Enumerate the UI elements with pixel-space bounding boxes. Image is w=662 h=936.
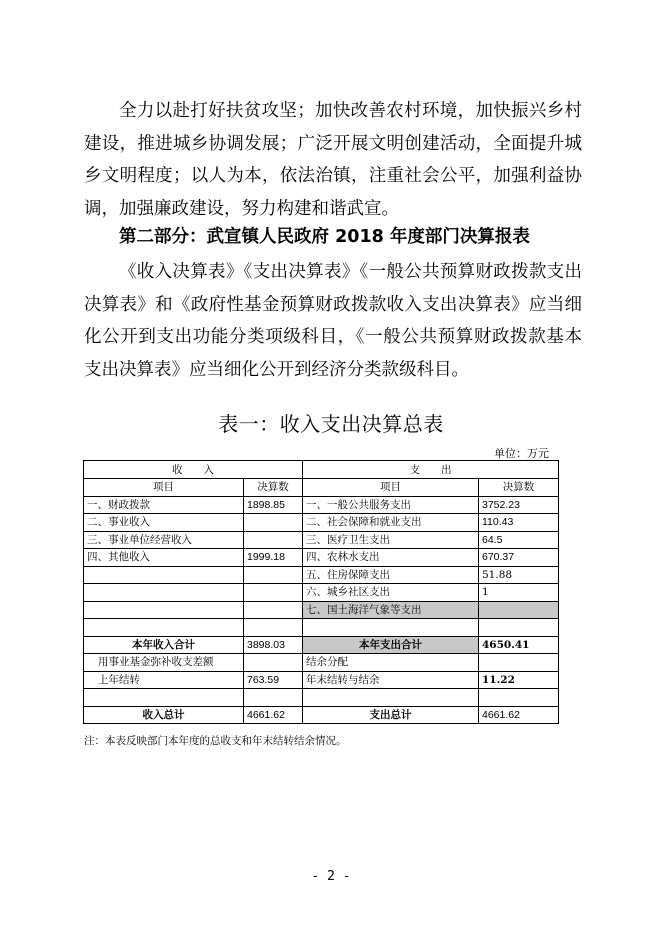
table-row bbox=[84, 531, 559, 549]
income-item-col-header: 项目 bbox=[84, 479, 244, 497]
income-item bbox=[84, 584, 244, 602]
expense-amount bbox=[479, 601, 559, 619]
table-row bbox=[84, 584, 559, 602]
expense-grand-total-label: 支出总计 bbox=[303, 706, 479, 724]
expense-amount: 64.5 bbox=[479, 531, 559, 549]
year-end-balance: 11.22 bbox=[479, 671, 559, 689]
income-amount bbox=[244, 531, 303, 549]
income-item: 一、财政拨款 bbox=[84, 496, 244, 514]
expense-amount-col-header: 决算数 bbox=[479, 479, 559, 497]
year-income-total: 3898.03 bbox=[244, 636, 303, 654]
income-amount bbox=[244, 566, 303, 584]
expense-item: 二、社会保障和就业支出 bbox=[303, 514, 479, 532]
income-grand-total-label: 收入总计 bbox=[84, 706, 244, 724]
intro-paragraph: 全力以赴打好扶贫攻坚；加快改善农村环境，加快振兴乡村建设，推进城乡协调发展；广泛开展文明创建活动，全面提升城乡文明程度；以人为本，依法治镇，注重社会公平，加强利益协调，加强廉政建设，努力构建和谐武宣。 bbox=[84, 101, 582, 219]
year-expense-total-label: 本年支出合计 bbox=[303, 636, 479, 654]
expense-item: 三、医疗卫生支出 bbox=[303, 531, 479, 549]
income-amount bbox=[244, 514, 303, 532]
blank-cell bbox=[244, 654, 303, 672]
expense-grand-total: 4661.62 bbox=[479, 706, 559, 724]
expense-header: 支 出 bbox=[303, 461, 559, 479]
income-grand-total: 4661.62 bbox=[244, 706, 303, 724]
table-row bbox=[84, 549, 559, 567]
table-title: 表一：收入支出决算总表 bbox=[218, 412, 444, 436]
table-row bbox=[84, 566, 559, 584]
income-amount-col-header: 决算数 bbox=[244, 479, 303, 497]
income-item bbox=[84, 566, 244, 584]
income-header: 收 入 bbox=[84, 461, 303, 479]
table-row bbox=[84, 514, 559, 532]
table-note: 注：本表反映部门本年度的总收支和年末结转结余情况。 bbox=[84, 735, 347, 747]
blank-cell bbox=[84, 619, 244, 637]
blank-cell bbox=[244, 619, 303, 637]
grand-total-row bbox=[84, 706, 559, 724]
page-number: - 2 - bbox=[311, 869, 351, 884]
expense-amount: 1 bbox=[479, 584, 559, 602]
blank-cell bbox=[479, 689, 559, 707]
income-amount: 1898.85 bbox=[244, 496, 303, 514]
table-row bbox=[84, 671, 559, 689]
prior-balance: 763.59 bbox=[244, 671, 303, 689]
expense-item: 五、住房保障支出 bbox=[303, 566, 479, 584]
blank-cell bbox=[479, 619, 559, 637]
income-item: 三、事业单位经营收入 bbox=[84, 531, 244, 549]
income-item bbox=[84, 601, 244, 619]
fund-makeup-label: 用事业基金弥补收支差额 bbox=[84, 654, 244, 672]
expense-amount: 110.43 bbox=[479, 514, 559, 532]
income-amount bbox=[244, 601, 303, 619]
prior-balance-label: 上年结转 bbox=[84, 671, 244, 689]
expense-amount: 670.37 bbox=[479, 549, 559, 567]
year-income-total-label: 本年收入合计 bbox=[84, 636, 244, 654]
blank-cell bbox=[303, 619, 479, 637]
blank-cell bbox=[479, 654, 559, 672]
year-expense-total: 4650.41 bbox=[479, 636, 559, 654]
unit-label: 单位：万元 bbox=[494, 447, 549, 460]
table-row bbox=[84, 601, 559, 619]
section-heading: 第二部分：武宣镇人民政府 2018 年度部门决算报表 bbox=[119, 227, 530, 247]
expense-item: 一、一般公共服务支出 bbox=[303, 496, 479, 514]
table-row bbox=[84, 619, 559, 637]
blank-cell bbox=[84, 689, 244, 707]
expense-item-col-header: 项目 bbox=[303, 479, 479, 497]
income-amount bbox=[244, 584, 303, 602]
expense-item: 七、国土海洋气象等支出 bbox=[303, 601, 479, 619]
year-end-balance-label: 年末结转与结余 bbox=[303, 671, 479, 689]
blank-cell bbox=[244, 689, 303, 707]
year-total-row bbox=[84, 636, 559, 654]
income-amount: 1999.18 bbox=[244, 549, 303, 567]
table-row bbox=[84, 654, 559, 672]
income-item: 四、其他收入 bbox=[84, 549, 244, 567]
section-paragraph: 《收入决算表》《支出决算表》《一般公共预算财政拨款支出决算表》和《政府性基金预算财政拨款收入支出决算表》应当细化公开到支出功能分类项级科目，《一般公共预算财政拨款基本支出决算表》应当细化公开到经济分类款级科目。 bbox=[84, 262, 582, 380]
expense-amount: 51.88 bbox=[479, 566, 559, 584]
blank-cell bbox=[303, 689, 479, 707]
expense-amount: 3752.23 bbox=[479, 496, 559, 514]
table-row bbox=[84, 496, 559, 514]
table-row bbox=[84, 689, 559, 707]
surplus-distribution-label: 结余分配 bbox=[303, 654, 479, 672]
expense-item: 四、农林水支出 bbox=[303, 549, 479, 567]
income-expense-table bbox=[83, 460, 559, 724]
expense-item: 六、城乡社区支出 bbox=[303, 584, 479, 602]
income-item: 二、事业收入 bbox=[84, 514, 244, 532]
